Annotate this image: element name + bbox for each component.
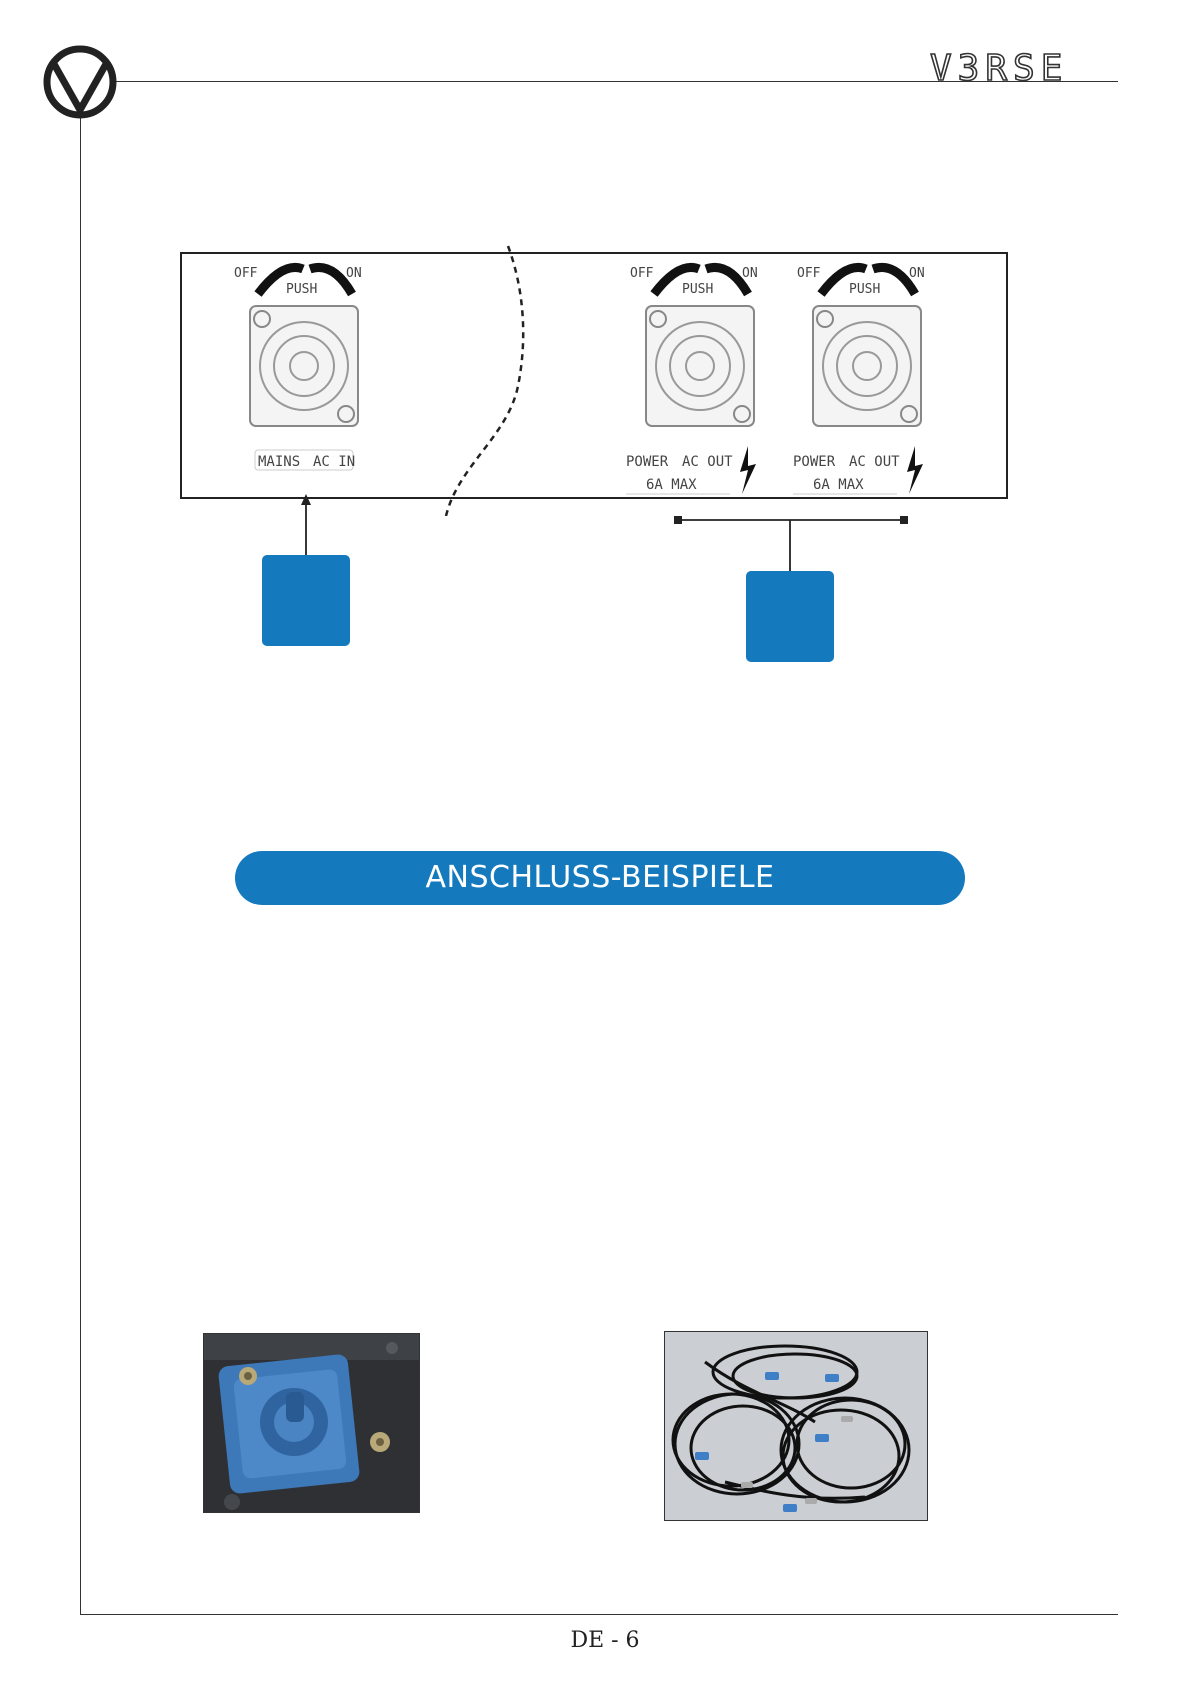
callout-box-2 xyxy=(746,571,834,662)
max-label: 6A MAX xyxy=(813,477,864,493)
footer-rule xyxy=(80,1614,1118,1615)
callout-box-1 xyxy=(262,555,350,646)
ac-in-label: AC IN xyxy=(313,454,356,470)
section-banner xyxy=(235,851,965,905)
ac-out-label: AC OUT xyxy=(682,454,733,470)
left-margin-rule xyxy=(80,108,81,1614)
ac-out-label: AC OUT xyxy=(849,454,900,470)
cable-photo-illustration xyxy=(665,1332,928,1521)
brand-text: V3RSE xyxy=(930,48,1069,86)
photo-powercon-connector xyxy=(203,1333,420,1513)
page-number: DE - 6 xyxy=(570,1628,640,1653)
off-label: OFF xyxy=(797,266,821,281)
power-label: POWER xyxy=(793,454,836,470)
max-label: 6A MAX xyxy=(646,477,697,493)
power-label: POWER xyxy=(626,454,669,470)
photo-cable-bundle xyxy=(664,1331,928,1521)
push-label: PUSH xyxy=(682,282,714,297)
off-label: OFF xyxy=(234,266,258,281)
off-label: OFF xyxy=(630,266,654,281)
on-label: ON xyxy=(909,266,925,281)
mains-label: MAINS xyxy=(258,454,301,470)
section-title: ANSCHLUSS-BEISPIELE xyxy=(425,860,775,895)
push-label: PUSH xyxy=(286,282,318,297)
brand-wordmark xyxy=(928,46,1118,86)
push-label: PUSH xyxy=(849,282,881,297)
on-label: ON xyxy=(742,266,758,281)
powercon-photo-illustration xyxy=(204,1334,420,1513)
rear-panel-diagram xyxy=(178,226,1010,516)
on-label: ON xyxy=(346,266,362,281)
verse-logo-icon xyxy=(40,44,120,120)
